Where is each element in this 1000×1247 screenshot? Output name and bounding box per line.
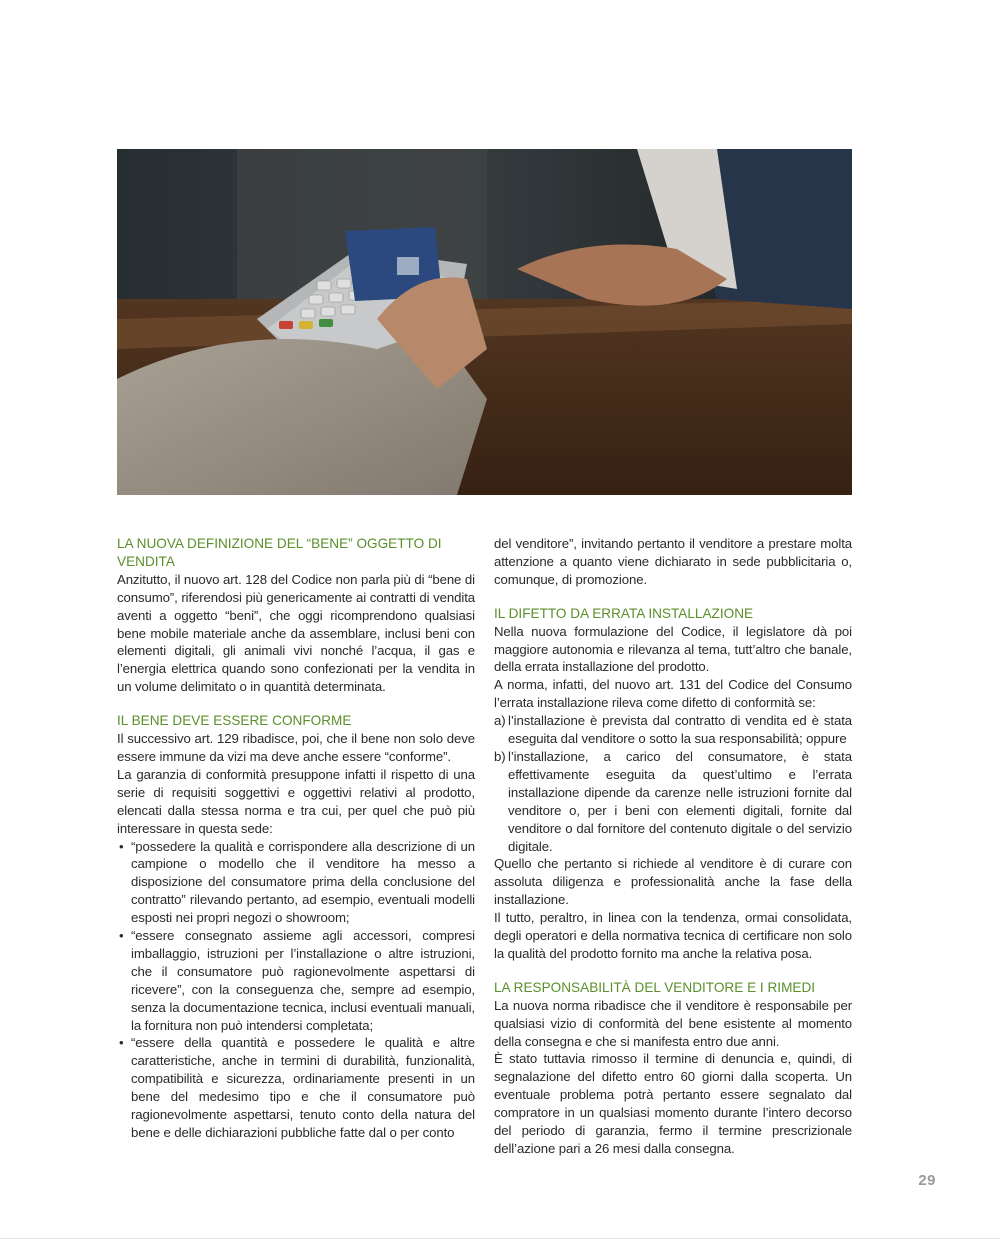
section-heading-responsabilita-venditore: LA RESPONSABILITÀ DEL VENDITORE E I RIMEDI [494, 979, 816, 995]
paragraph: Quello che pertanto si richiede al venditore è di curare con assoluta diligenza e professionalità anche la fase della installazione. [494, 856, 852, 908]
section-heading-definizione-bene: LA NUOVA DEFINIZIONE DEL “BENE” OGGETTO DI VENDITA [117, 536, 442, 569]
list-item-text: l’installazione è prevista dal contratto di vendita ed è stata eseguita dal venditore o sotto la sua responsabilità; oppure [508, 713, 852, 747]
list-marker: b) [494, 748, 506, 764]
left-column [117, 535, 475, 1142]
paragraph: La nuova norma ribadisce che il venditore è responsabile per qualsiasi vizio di conformità del bene esistente al momento della consegna e che si manifesta entro due anni. [494, 997, 852, 1049]
paragraph: È stato tuttavia rimosso il termine di denuncia e, quindi, di segnalazione del difetto entro 60 giorni dalla scoperta. Un eventuale problema potrà pertanto essere segnalato dal compratore in un qualsiasi momento durante l’intero decorso del periodo di garanzia, fermo il termine prescrizionale dell’azione pari a 26 mesi dalla consegna. [494, 1051, 852, 1156]
paragraph: Anzitutto, il nuovo art. 128 del Codice non parla più di “bene di consumo”, riferendosi più genericamente ai contratti di vendita aventi a oggetto “beni”, che oggi ricomprendono qualsiasi bene mobile materiale anche da assemblare, inclusi beni con elementi digitali, gli animali vivi nonché l’acqua, il gas e l’energia elettrica quando sono confezionati per la vendita in un volume delimitato o in quantità determinata. [117, 571, 475, 695]
page-bottom-rule [0, 1238, 1000, 1239]
paragraph-continuation: del venditore”, invitando pertanto il venditore a prestare molta attenzione a quanto viene dichiarato in sede pubblicitaria o, comunque, di promozione. [494, 536, 852, 587]
section-heading-bene-conforme: IL BENE DEVE ESSERE CONFORME [117, 713, 352, 729]
paragraph: Il tutto, peraltro, in linea con la tendenza, ormai consolidata, degli operatori e della normativa tecnica di certificare non solo la qualità del prodotto fornito ma anche la relativa posa. [494, 910, 852, 961]
list-item: • “essere della quantità e possedere le qualità e altre caratteristiche, anche in termini di durabilità, funzionalità, compatibilità e sicurezza, ordinariamente presenti in un bene del medesimo tipo e che il consumatore può ragionevolmente aspettarsi, tenuto conto della natura del bene e delle dichiarazioni pubbliche fatte dal o per conto [117, 1034, 475, 1141]
list-item: • “essere consegnato assieme agli accessori, compresi imballaggio, istruzioni per l’installazione o altre istruzioni, che il consumatore può ragionevolmente aspettarsi di ricevere”, con la conseguenza che, sempre ad esempio, senza la documentazione tecnica, inclusi eventuali manuali, la fornitura non può intendersi completata; [117, 927, 475, 1034]
paragraph: La garanzia di conformità presuppone infatti il rispetto di una serie di requisiti soggettivi e oggettivi relativi al prodotto, elencati dalla stessa norma e tra cui, per quel che può più interessare in questa sede: [117, 766, 475, 836]
list-item-text: l’installazione, a carico del consumatore, è stata effettivamente eseguita da quest’ultimo e l’errata installazione dipende da carenze nelle istruzioni fornite dal venditore o, per i beni con elementi digitali, fornite dal venditore o dal fornitore del contenuto digitale o del servizio digitale. [508, 748, 852, 854]
payment-terminal-illustration [117, 149, 852, 495]
list-item: • “possedere la qualità e corrispondere alla descrizione di un campione o modello che il venditore ha messo a disposizione del consumatore prima della conclusione del contratto” rilevando pertanto, ad esempio, eventuali modelli esposti nei propri negozi o showroom; [117, 838, 475, 928]
paragraph: A norma, infatti, del nuovo art. 131 del Codice del Consumo l’errata installazione rileva come difetto di conformità se: [494, 677, 852, 711]
right-column [494, 535, 852, 1158]
hero-photo-card-payment [117, 149, 852, 495]
section-heading-errata-installazione: IL DIFETTO DA ERRATA INSTALLAZIONE [494, 605, 754, 621]
requirements-list [117, 838, 475, 1142]
paragraph: Nella nuova formulazione del Codice, il legislatore dà poi maggiore autonomia e rilevanza al tema, tutt’altro che banale, della errata installazione del prodotto. [494, 623, 852, 675]
paragraph: Il successivo art. 129 ribadisce, poi, che il bene non solo deve essere immune da vizi ma deve anche essere “conforme”. [117, 731, 475, 764]
list-item [494, 712, 852, 748]
page-number: 29 [918, 1172, 936, 1189]
list-marker: a) [494, 713, 506, 729]
list-item [494, 748, 852, 855]
